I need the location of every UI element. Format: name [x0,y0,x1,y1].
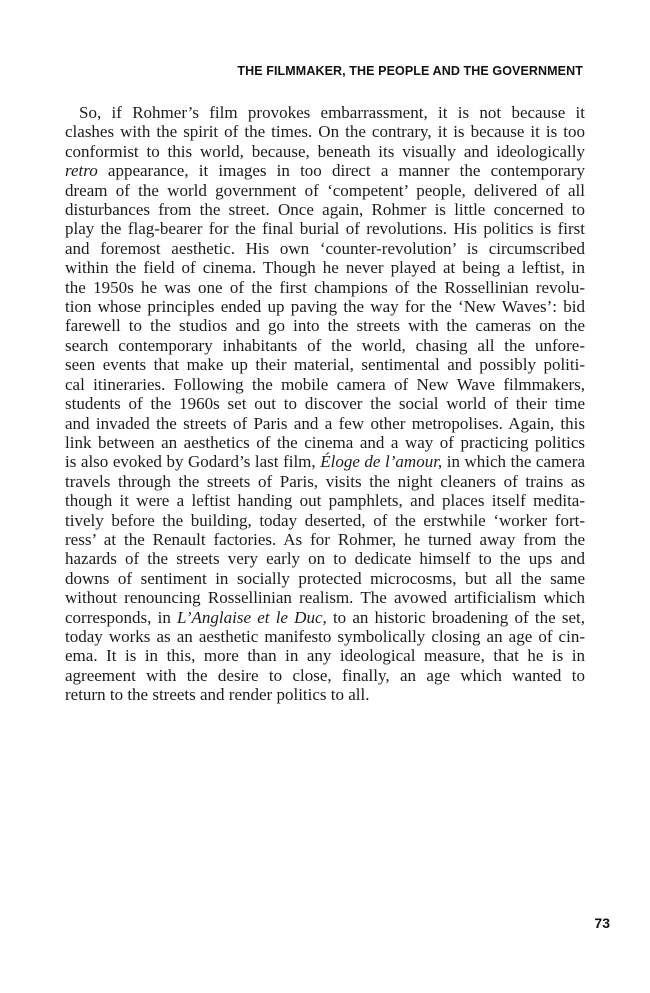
text-run: is also evoked by Godard’s last film, [65,452,321,472]
italic-title: retro [65,161,98,181]
text-run: So, if Rohmer’s film provokes embarrassment, it is not because it [79,103,585,122]
text-line [65,549,585,568]
text-run: though it were a leftist handing out pamphlets, and places itself medita- [65,491,585,511]
text-line [65,646,585,665]
text-line [65,258,585,277]
text-line [65,414,585,433]
text-line [65,336,585,355]
text-run: within the field of cinema. Though he never played at being a leftist, in [65,258,585,278]
text-line [65,588,585,607]
text-run: and invaded the streets of Paris and a few other metropolises. Again, this [65,413,585,433]
text-run: agreement with the desire to close, finally, an age which wanted to [65,665,585,685]
text-run: hazards of the streets very early on to dedicate himself to the ups and [65,549,585,569]
text-line [65,608,585,627]
text-run: link between an aesthetics of the cinema and a way of practicing politics [65,432,585,452]
text-line [65,511,585,530]
text-run: ema. It is in this, more than in any ideological measure, that he is in [65,646,585,666]
text-line [65,142,585,161]
text-run: travels through the streets of Paris, visits the night cleaners of trains as [65,471,585,491]
text-line [65,316,585,335]
text-run: seen events that make up their material, sentimental and possibly politi- [65,355,585,375]
text-line [65,452,585,471]
text-line [65,239,585,258]
text-line [65,394,585,413]
text-run: conformist to this world, because, beneath its visually and ideologically [65,141,585,161]
text-run: search contemporary inhabitants of the world, chasing all the unfore- [65,335,585,355]
page-number: 73 [594,915,610,931]
text-run: and foremost aesthetic. His own ‘counter-revolution’ is circumscribed [65,238,585,258]
text-run: play the flag-bearer for the final burial of revolutions. His politics is first [65,219,585,239]
text-line [65,355,585,374]
text-run: today works as an aesthetic manifesto symbolically closing an age of cin- [65,626,585,646]
text-line [65,297,585,316]
text-line [65,627,585,646]
italic-title: L’Anglaise et le Duc, [177,607,327,627]
text-run: clashes with the spirit of the times. On the contrary, it is because it is too [65,122,585,142]
running-head: THE FILMMAKER, THE PEOPLE AND THE GOVERNMENT [237,64,583,78]
text-line [65,472,585,491]
text-line [65,278,585,297]
italic-title: Éloge de l’amour, [320,452,443,472]
text-run: the 1950s he was one of the first champions of the Rossellinian revolu- [65,277,585,297]
text-line [65,569,585,588]
text-run: to an historic broadening of the set, [326,607,585,627]
text-run: return to the streets and render politics to all. [65,685,370,705]
body-paragraph [65,103,585,705]
text-run: appearance, it images in too direct a manner the contemporary [97,161,585,181]
text-line [65,161,585,180]
text-run: ress’ at the Renault factories. As for Rohmer, he turned away from the [65,529,585,549]
text-line [65,200,585,219]
text-line [65,103,585,122]
text-run: dream of the world government of ‘competent’ people, delivered of all [65,180,585,200]
text-run: cal itineraries. Following the mobile camera of New Wave filmmakers, [65,374,585,394]
text-line [65,685,585,704]
text-line [65,491,585,510]
text-line [65,122,585,141]
text-run: corresponds, in [65,607,178,627]
text-run: tively before the building, today deserted, of the erstwhile ‘worker fort- [65,510,585,530]
text-line [65,181,585,200]
text-line [65,375,585,394]
text-line [65,219,585,238]
text-run: without renouncing Rossellinian realism. The avowed artificialism which [65,588,585,608]
text-run: students of the 1960s set out to discover the social world of their time [65,394,585,414]
text-run: downs of sentiment in socially protected microcosms, but all the same [65,568,585,588]
text-run: farewell to the studios and go into the streets with the cameras on the [65,316,585,336]
text-line [65,530,585,549]
text-run: tion whose principles ended up paving the way for the ‘New Waves’: bid [65,297,585,317]
text-run: in which the camera [442,452,585,472]
text-run: disturbances from the street. Once again, Rohmer is little concerned to [65,200,585,220]
text-line [65,433,585,452]
text-line [65,666,585,685]
